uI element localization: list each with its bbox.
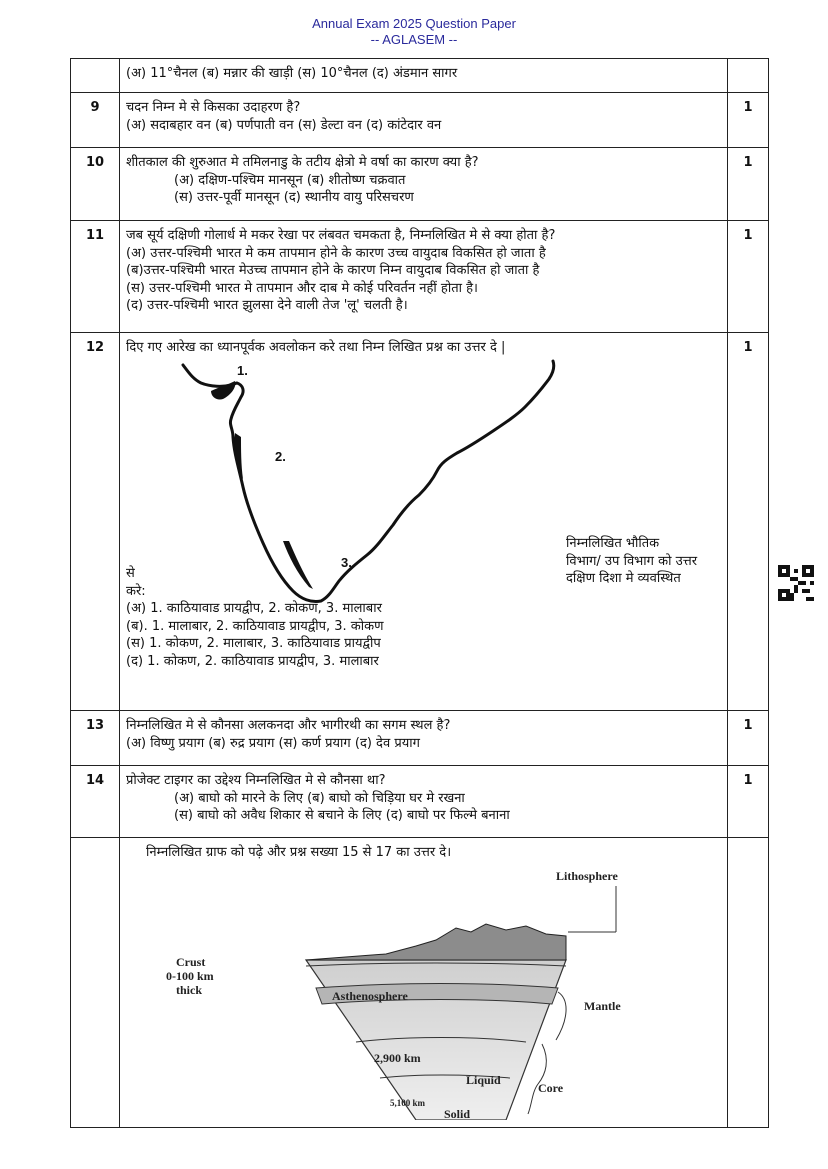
marks-cell: 1 <box>728 93 769 148</box>
page-header <box>0 16 828 48</box>
option-c: (स) 1. कोकण, 2. मालाबार, 3. काठियावाड प्रायद्वीप <box>126 636 381 651</box>
question-body <box>120 711 728 766</box>
option-c: (स) उत्तर-पश्चिमी भारत मे तापमान और दाब मे कोई परिवर्तन नहीं होता है। <box>126 280 478 296</box>
question-number <box>71 59 120 93</box>
question-number: 14 <box>71 766 120 838</box>
option-b: (ब)उत्तर-पश्चिमी भारत मेउच्च तापमान होने के कारण निम्न वायुदाब विकसित हो जाता है <box>126 263 540 278</box>
options-line: (अ) सदाबहार वन (ब) पर्णपाती वन (स) डेल्टा वन (द) कांटेदार वन <box>126 117 442 133</box>
side-instruction-line: विभाग/ उप विभाग को उत्तर <box>566 553 698 569</box>
option-a: (अ) उत्तर-पश्चिमी भारत मे कम तापमान होने के कारण उच्च वायुदाब विकसित हो जाता है <box>126 245 546 261</box>
question-text: दिए गए आरेख का ध्यानपूर्वक अवलोकन करे तथा निम्न लिखित प्रश्न का उत्तर दे | <box>126 340 506 355</box>
map-label-3: 3. <box>341 555 352 570</box>
question-number: 10 <box>71 148 120 221</box>
label-crust: Crust <box>176 955 206 969</box>
question-body <box>120 93 728 148</box>
surface-relief <box>306 924 566 960</box>
marks-cell: 1 <box>728 148 769 221</box>
instruction-continuation: से <box>126 566 135 581</box>
question-body <box>120 148 728 221</box>
mantle-bracket <box>556 992 566 1040</box>
label-depth-2900: 2,900 km <box>374 1051 421 1065</box>
label-lithosphere: Lithosphere <box>556 870 618 883</box>
options-line: (अ) बाघो को मारने के लिए (ब) बाघो को चिड़िया घर मे रखना <box>174 790 465 806</box>
question-number: 9 <box>71 93 120 148</box>
options-block <box>126 565 384 670</box>
label-liquid: Liquid <box>466 1073 501 1087</box>
question-body <box>120 838 728 1128</box>
marks-cell: 1 <box>728 711 769 766</box>
question-number: 11 <box>71 221 120 333</box>
label-crust-thickness: 0-100 km <box>166 969 214 983</box>
marks-cell <box>728 59 769 93</box>
question-table <box>70 58 769 1128</box>
label-core: Core <box>538 1081 564 1095</box>
question-row-11 <box>71 221 769 333</box>
options-line: (अ) दक्षिण-पश्चिम मानसून (ब) शीतोष्ण चक्रवात <box>174 172 406 188</box>
marks-cell: 1 <box>728 766 769 838</box>
graph-instruction: निम्नलिखित ग्राफ को पढ़े और प्रश्न सख्या 15 से 17 का उत्तर दे। <box>146 845 452 860</box>
earth-interior-diagram <box>166 870 686 1120</box>
label-depth-5100: 5,100 km <box>390 1098 426 1108</box>
options-line: (अ) 11°चैनल (ब) मन्नार की खाड़ी (स) 10°चैनल (द) अंडमान सागर <box>126 66 458 81</box>
side-instruction <box>566 535 746 588</box>
question-text: चदन निम्न मे से किसका उदाहरण है? <box>126 100 301 115</box>
question-body <box>120 59 728 93</box>
options-line: (स) बाघो को अवैध शिकार से बचाने के लिए (द) बाघो पर फिल्मे बनाना <box>174 808 510 823</box>
marks-cell: 1 <box>728 333 769 711</box>
question-row-8 <box>71 59 769 93</box>
question-number <box>71 838 120 1128</box>
label-solid: Solid <box>444 1107 471 1120</box>
header-source: -- AGLASEM -- <box>370 32 458 47</box>
question-row-9 <box>71 93 769 148</box>
question-row-14 <box>71 766 769 838</box>
map-region-1 <box>211 381 235 400</box>
options-line: (स) उत्तर-पूर्वी मानसून (द) स्थानीय वायु परिसचरण <box>174 190 414 205</box>
header-title: Annual Exam 2025 Question Paper <box>312 16 516 31</box>
question-row-10 <box>71 148 769 221</box>
question-row-12 <box>71 333 769 711</box>
instruction-continuation: करे: <box>126 583 146 599</box>
label-crust-thick: thick <box>176 983 203 997</box>
options-line: (अ) विष्णु प्रयाग (ब) रुद्र प्रयाग (स) कर्ण प्रयाग (द) देव प्रयाग <box>126 735 420 751</box>
marks-cell: 1 <box>728 221 769 333</box>
side-instruction-line: दक्षिण दिशा मे व्यवस्थित <box>566 571 681 586</box>
option-b: (ब). 1. मालाबार, 2. काठियावाड प्रायद्वीप, 3. कोकण <box>126 618 384 634</box>
question-text: जब सूर्य दक्षिणी गोलार्ध मे मकर रेखा पर लंबवत चमकता है, निम्नलिखित मे से क्या होता है? <box>126 228 556 243</box>
question-text: निम्नलिखित मे से कौनसा अलकनदा और भागीरथी का सगम स्थल है? <box>126 718 451 733</box>
label-asthenosphere: Asthenosphere <box>332 989 408 1003</box>
option-a: (अ) 1. काठियावाड प्रायद्वीप, 2. कोकण, 3. मालाबार <box>126 601 382 616</box>
question-body <box>120 333 728 711</box>
graph-section-row <box>71 838 769 1128</box>
option-d: (द) उत्तर-पश्चिमी भारत झुलसा देने वाली तेज 'लू' चलती है। <box>126 298 408 313</box>
question-body <box>120 766 728 838</box>
label-mantle: Mantle <box>584 999 621 1013</box>
question-number: 12 <box>71 333 120 711</box>
marks-cell <box>728 838 769 1128</box>
side-instruction-line: निम्नलिखित भौतिक <box>566 536 660 551</box>
question-row-13 <box>71 711 769 766</box>
qr-code-icon <box>778 565 814 601</box>
question-text: शीतकाल की शुरुआत मे तमिलनाडु के तटीय क्षेत्रो मे वर्षा का कारण क्या है? <box>126 155 479 170</box>
option-d: (द) 1. कोकण, 2. काठियावाड प्रायद्वीप, 3. मालाबार <box>126 653 379 669</box>
question-text: प्रोजेक्ट टाइगर का उद्देश्य निम्नलिखित मे से कौनसा था? <box>126 773 386 788</box>
question-body <box>120 221 728 333</box>
question-number: 13 <box>71 711 120 766</box>
map-label-2: 2. <box>275 449 286 464</box>
map-label-1: 1. <box>237 363 248 378</box>
